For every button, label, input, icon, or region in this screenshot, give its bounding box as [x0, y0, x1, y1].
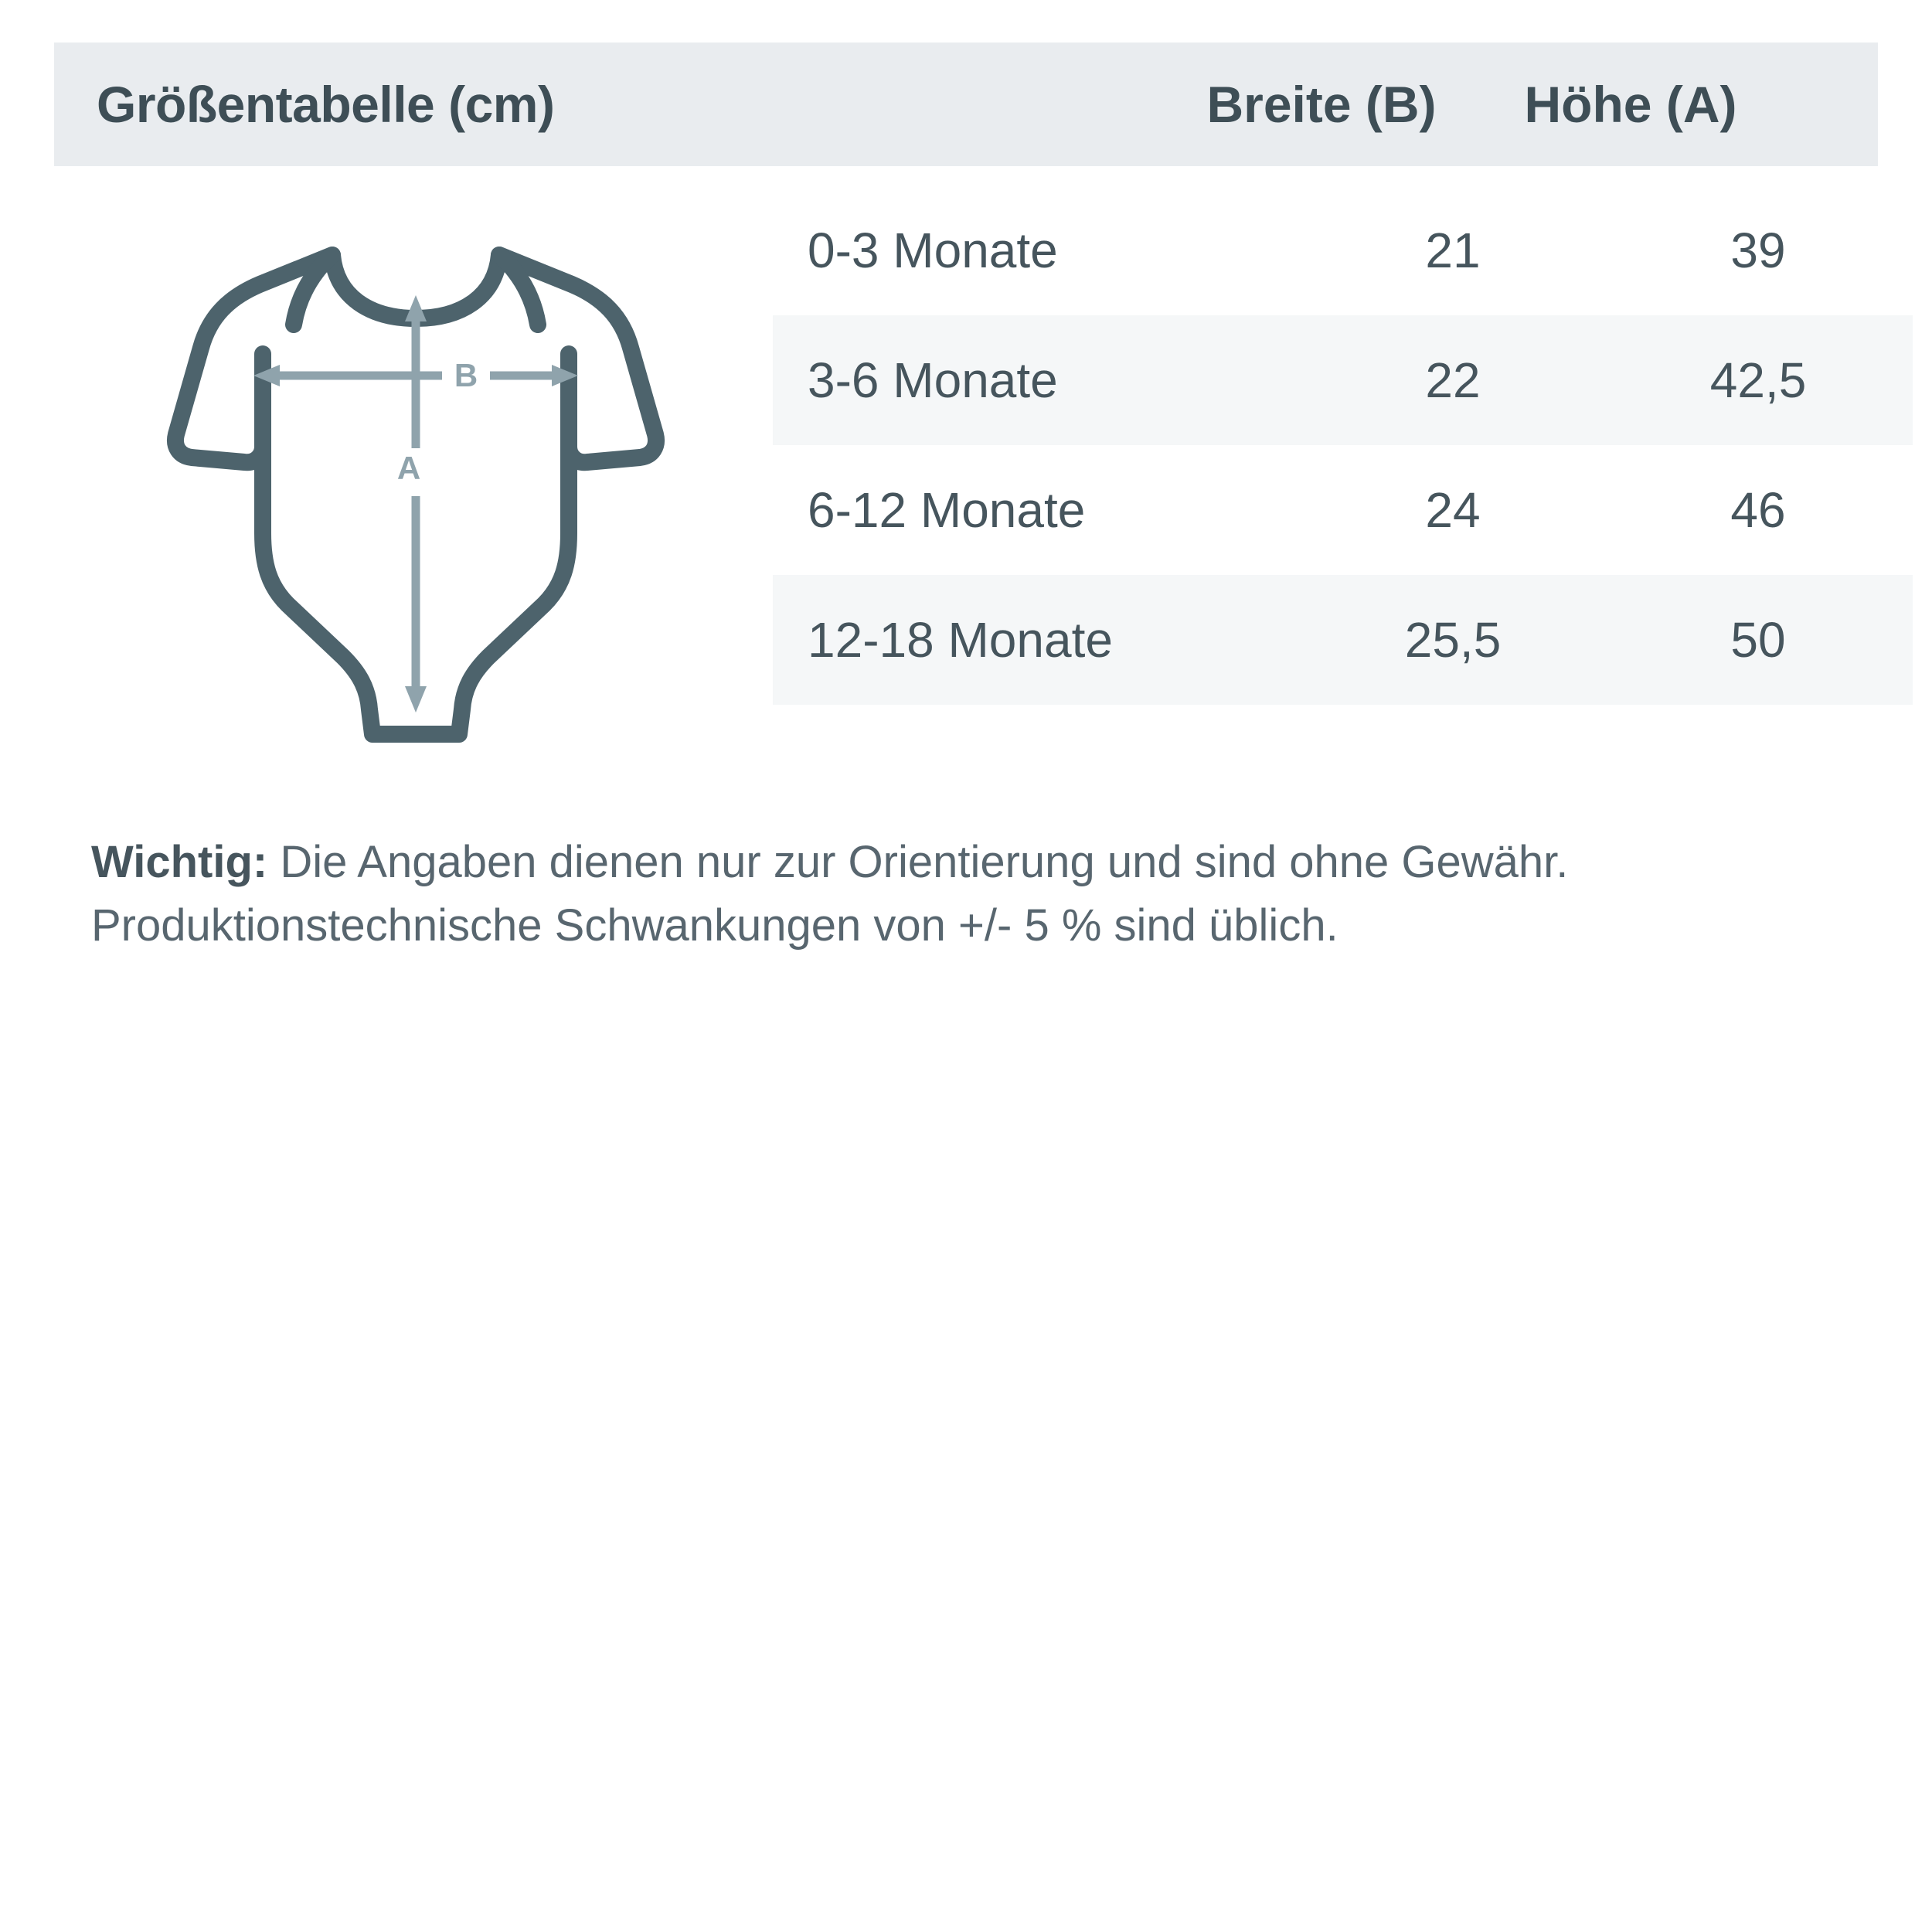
measurement-label-width: B — [454, 357, 478, 393]
measurement-arrows — [253, 295, 578, 713]
row-size-label: 6-12 Monate — [808, 482, 1086, 538]
row-height-value: 42,5 — [1709, 352, 1807, 408]
row-width-value: 22 — [1425, 352, 1481, 408]
table-row — [773, 315, 1913, 445]
row-width-value: 25,5 — [1404, 612, 1502, 668]
row-size-label: 12-18 Monate — [808, 612, 1113, 668]
size-table — [773, 185, 1913, 705]
row-height-value: 39 — [1730, 223, 1786, 278]
row-height-value: 46 — [1730, 482, 1786, 538]
column-header-width: Breite (B) — [1206, 76, 1437, 133]
row-height-value: 50 — [1730, 612, 1786, 668]
page-title: Größentabelle (cm) — [97, 76, 555, 133]
table-row — [773, 185, 1913, 315]
row-size-label: 3-6 Monate — [808, 352, 1058, 408]
row-width-value: 21 — [1425, 223, 1481, 278]
row-size-label: 0-3 Monate — [808, 223, 1058, 278]
disclaimer-note — [91, 831, 1869, 958]
column-header-height: Höhe (A) — [1524, 76, 1737, 133]
bodysuit-diagram — [139, 224, 696, 765]
measurement-label-height: A — [396, 450, 421, 486]
disclaimer-emphasis: Wichtig: — [91, 837, 268, 887]
table-header-band — [54, 43, 1878, 166]
row-width-value: 24 — [1425, 482, 1481, 538]
table-row — [773, 445, 1913, 575]
disclaimer-text: Die Angaben dienen nur zur Orientierung und sind ohne Gewähr. Produktionstechnische Schwankungen von +/- 5 % sind üblich. — [91, 837, 1569, 951]
table-row — [773, 575, 1913, 705]
